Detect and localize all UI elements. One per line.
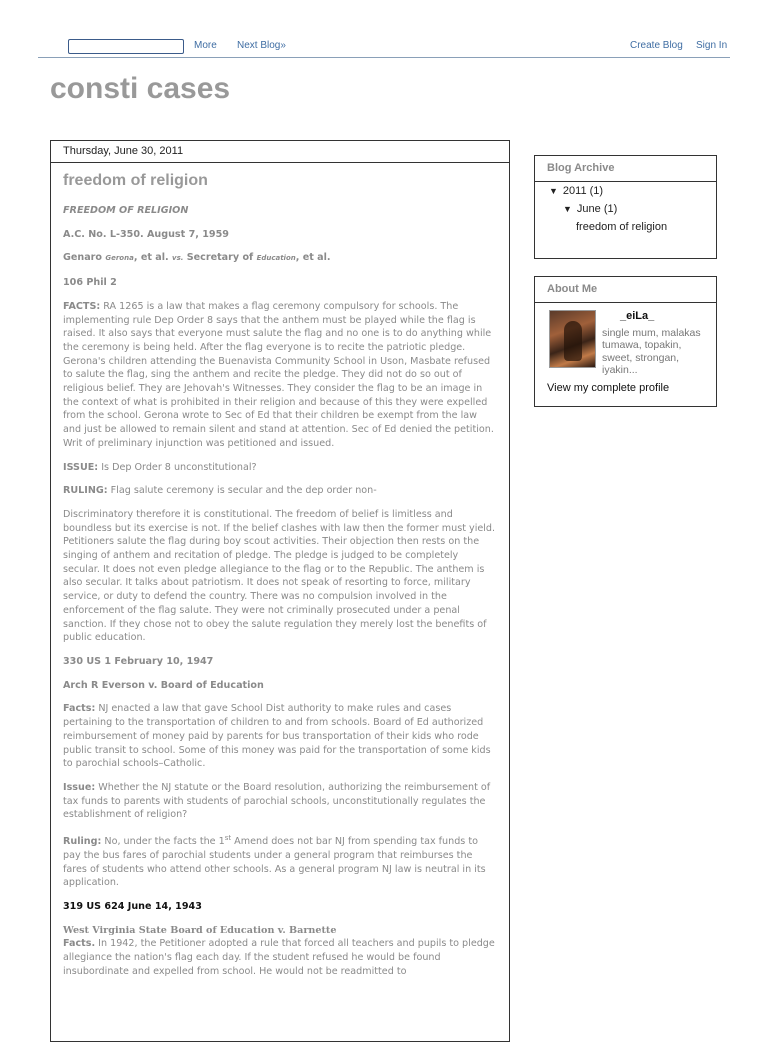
archive-month-label[interactable]: June: [576, 203, 601, 215]
blog-archive-header: Blog Archive: [535, 156, 716, 182]
case3-parties: West Virginia State Board of Education v. Barnette: [63, 924, 337, 936]
triangle-down-icon[interactable]: ▼: [549, 186, 558, 196]
case2-facts: Facts: NJ enacted a law that gave School Dist authority to make rules and cases pertaining to the transportation of children to and from schools. Board of Ed authorized reimbursement of money paid by parents for bus transportation of their kids who rode public transit to school. Some of this money was paid for the transportation of some kids to parochial schools–Catholic.: [63, 703, 491, 770]
case2-citation: 330 US 1 February 10, 1947: [63, 655, 214, 667]
case1-ruling-continued: Discriminatory therefore it is constitutional. The freedom of belief is limitless and boundless but its exercise is not. If the belief clashes with law then the former must yield. Petitioners salute the flag during boy scout activities. Their objection then rests on the singing of anthem and recitation of pledge. The pledge is judged to be completely secular. It does not even pledge allegiance to the flag or to the Republic. The anthem is also secular. It talks about patriotism. It does not speak of resorting to force, military service, or duty to defend the country. There was no compulsion involved in the enforcement of the flag salute. They were not criminally prosecuted under a penal sanction. If they chose not to obey the salute regulation they merely lost the benefits of public education.: [63, 508, 496, 644]
case1-citation: A.C. No. L-350. August 7, 1959: [63, 228, 229, 240]
case1-parties: Genaro Gerona, et al. vs. Secretary of Education, et al.: [63, 252, 331, 264]
blog-archive-widget: [534, 155, 717, 259]
post: [51, 172, 509, 979]
navbar-divider: [38, 57, 730, 58]
archive-post-link[interactable]: freedom of religion: [576, 221, 668, 233]
profile-name[interactable]: _eiLa_: [620, 310, 655, 322]
case2-ruling: Ruling: No, under the facts the 1st Amend does not bar NJ from spending tax funds to pay the bus fares of parochial students under a general program that reimburses the fares of students who attend other schools. As a general program NJ law is neutral in its application.: [63, 834, 486, 889]
triangle-down-icon[interactable]: ▼: [563, 204, 572, 214]
navbar: [0, 0, 768, 60]
archive-month-june[interactable]: [563, 203, 617, 215]
more-link[interactable]: More: [194, 40, 217, 51]
profile-description: single mum, malakas tumawa, topakin, sweet, strongan, iyakin...: [602, 327, 701, 376]
sign-in-link[interactable]: Sign In: [696, 40, 728, 51]
case3-facts: Facts. In 1942, the Petitioner adopted a rule that forced all teachers and pupils to pledge allegiance the nation's flag each day. If the student refused he would be found insubordinate and expelled from school. He would not be readmitted to: [63, 938, 495, 977]
post-date: Thursday, June 30, 2011: [51, 141, 509, 163]
case2-issue: Issue: Whether the NJ statute or the Board resolution, authorizing the reimbursement of tax funds to parents with students of parochial schools, unconstitutionally regulates the establishment of religion?: [63, 781, 491, 821]
about-me-widget: [534, 276, 717, 407]
avatar[interactable]: [549, 310, 596, 368]
archive-year-count: (1): [589, 185, 604, 197]
case1-ruling: RULING: Flag salute ceremony is secular and the dep order non-: [63, 485, 377, 497]
post-heading: FREEDOM OF RELIGION: [63, 205, 189, 216]
archive-year-label[interactable]: 2011: [562, 185, 587, 197]
archive-month-count: (1): [603, 203, 618, 215]
blog-title[interactable]: consti cases: [50, 72, 231, 105]
main-content: [50, 140, 510, 1042]
case1-reporter: 106 Phil 2: [63, 277, 117, 289]
case1-facts: FACTS: RA 1265 is a law that makes a flag ceremony compulsory for schools. The implementing rule Dep Order 8 says that the anthem must be played while the flag is raised. It also says that everyone must salute the flag and no one is to do anything while the ceremony is being held. After the flag everyone is to recite the patriotic pledge. Gerona's children attending the Buenavista Community School in Uson, Masbate refused to salute the flag, sing the anthem and recite the pledge. They did not do so out of religious belief. They are Jehovah's Witnesses. They consider the flag to be an image in the context of what is prohibited in their religion and because of this they were expelled from the school. Gerona wrote to Sec of Ed that their children be exempt from the law and just be allowed to remain silent and stand at attention. Sec of Ed denied the petition. Writ of preliminary injunction was petitioned and issued.: [63, 300, 494, 449]
view-profile-link[interactable]: View my complete profile: [547, 382, 670, 394]
archive-year-2011[interactable]: [549, 185, 603, 197]
navbar-search-input[interactable]: [68, 39, 184, 54]
about-me-header: About Me: [535, 277, 716, 303]
case1-issue: ISSUE: Is Dep Order 8 unconstitutional?: [63, 461, 257, 473]
post-title[interactable]: freedom of religion: [63, 172, 208, 189]
next-blog-link[interactable]: Next Blog»: [237, 40, 286, 51]
case2-parties: Arch R Everson v. Board of Education: [63, 679, 264, 691]
create-blog-link[interactable]: Create Blog: [630, 40, 683, 51]
case3-citation: 319 US 624 June 14, 1943: [63, 901, 202, 913]
